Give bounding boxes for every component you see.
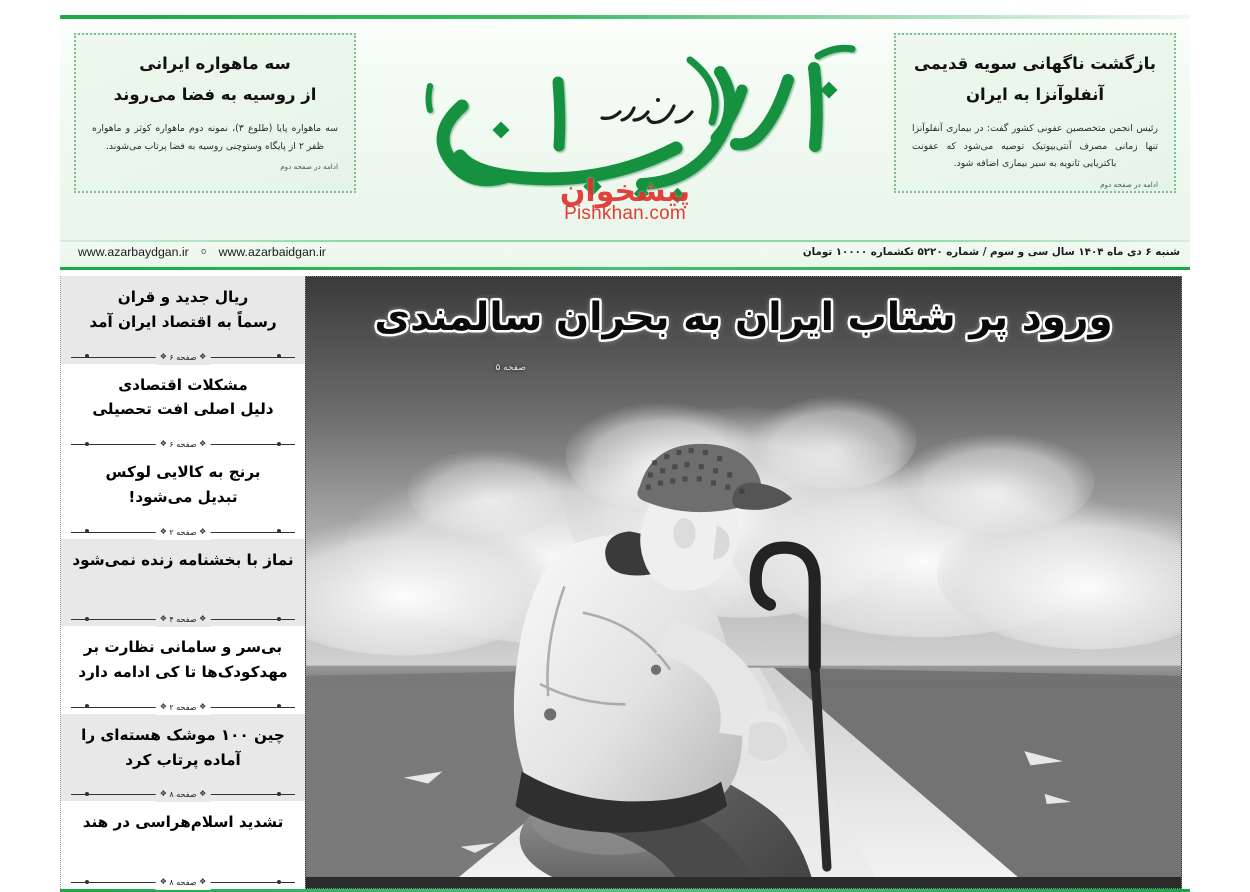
sidebar-headline-text bbox=[71, 810, 295, 835]
page-label: صفحه ۸ bbox=[169, 878, 197, 888]
separator-dot-left bbox=[85, 442, 89, 446]
page-label: صفحه ۶ bbox=[169, 440, 197, 450]
watermark-domain-text: Pishkhan.com bbox=[564, 203, 686, 224]
promo-right-headline-line2: آنفلوآنزا به ایران bbox=[965, 84, 1105, 104]
sidebar-page-reference bbox=[156, 875, 211, 890]
promo-right-continued: ادامه در صفحه دوم bbox=[1100, 180, 1158, 189]
issue-date-line: شنبه ۶ دی ماه ۱۴۰۴ سال سی و سوم / شماره ۵۲۲۰ تکشماره ۱۰۰۰۰ تومان bbox=[802, 246, 1180, 258]
separator-dot-right bbox=[277, 617, 281, 621]
sidebar-page-reference bbox=[156, 787, 211, 802]
sidebar-headline-item[interactable] bbox=[61, 276, 305, 364]
url-primary[interactable]: www.azarbaydgan.ir bbox=[78, 245, 189, 259]
date-url-strip bbox=[60, 240, 1190, 270]
sidebar-page-separator bbox=[71, 350, 295, 364]
azarbaijan-wordmark-icon bbox=[390, 20, 860, 220]
url-separator-dot: o bbox=[201, 246, 207, 256]
sidebar-headline-line2: رسماً به اقتصاد ایران آمد bbox=[89, 312, 277, 331]
url-secondary[interactable]: www.azarbaidgan.ir bbox=[218, 245, 326, 259]
sidebar-headline-line2: دلیل اصلی افت تحصیلی bbox=[92, 400, 274, 419]
sidebar-headline-item[interactable] bbox=[61, 539, 305, 627]
sidebar-headline-line2: آماده پرتاب کرد bbox=[125, 750, 241, 769]
page-label: صفحه ۸ bbox=[169, 790, 197, 800]
lead-headline-page-ref: صفحه ۵ bbox=[495, 363, 526, 373]
sidebar-headline-text bbox=[71, 373, 295, 422]
sidebar-headline-item[interactable] bbox=[61, 451, 305, 539]
sidebar-headline-line2: مهدکودک‌ها تا کی ادامه دارد bbox=[78, 662, 288, 681]
page-label: صفحه ۲ bbox=[169, 702, 197, 712]
ornament-right-icon: ❖ bbox=[159, 526, 167, 536]
ornament-right-icon: ❖ bbox=[159, 701, 167, 711]
strip-top-rule bbox=[60, 240, 1190, 242]
sidebar-headline-line1: بی‌سر و سامانی نظارت بر bbox=[83, 638, 283, 657]
sidebar-headline-text bbox=[71, 548, 295, 573]
sidebar-headline-text bbox=[71, 635, 295, 684]
sidebar-page-reference bbox=[156, 437, 211, 452]
separator-dot-right bbox=[277, 792, 281, 796]
ornament-right-icon: ❖ bbox=[159, 439, 167, 449]
sidebar-page-separator bbox=[71, 700, 295, 714]
sidebar-page-reference bbox=[156, 700, 211, 715]
promo-box-flu[interactable] bbox=[894, 33, 1176, 193]
website-urls bbox=[78, 245, 326, 259]
sidebar-page-separator bbox=[71, 525, 295, 539]
newspaper-logo[interactable] bbox=[390, 20, 860, 235]
ornament-left-icon: ❖ bbox=[199, 789, 207, 799]
sidebar-headline-line1: چین ۱۰۰ موشک هسته‌ای را bbox=[81, 725, 285, 744]
separator-dot-right bbox=[277, 880, 281, 884]
sidebar-headline-line1: نماز با بخشنامه زنده نمی‌شود bbox=[72, 550, 294, 569]
masthead bbox=[60, 0, 1190, 240]
sidebar-headline-line1: برنج به کالایی لوکس bbox=[105, 463, 261, 482]
strip-bottom-rule bbox=[60, 267, 1190, 270]
watermark-persian-text: پیشخوان bbox=[559, 174, 691, 209]
promo-box-satellites[interactable] bbox=[74, 33, 356, 193]
lead-headline: ورود پر شتاب ایران به بحران سالمندی bbox=[374, 295, 1113, 340]
sidebar-page-reference bbox=[156, 612, 211, 627]
promo-left-headline-line2: از روسیه به فضا می‌روند bbox=[113, 84, 317, 104]
promo-left-body: سه ماهواره پایا (طلوع ۳)، نمونه دوم ماهواره کوثر و ماهواره ظفر ۲ از پایگاه وستوچنی روسیه به فضا پرتاب می‌شوند. bbox=[92, 123, 338, 152]
ornament-left-icon: ❖ bbox=[199, 439, 207, 449]
sidebar-headline-text bbox=[71, 285, 295, 334]
promo-left-headline bbox=[92, 49, 338, 110]
promo-right-body: رئیس انجمن متخصصین عفونی کشور گفت: در بیماری آنفلوآنزا تنها زمانی مصرف آنتی‌بیوتیک توصیه می‌شود که عفونت باکتریایی ثانویه به سیر بیماری اضافه شود. bbox=[912, 123, 1158, 170]
separator-dot-left bbox=[85, 880, 89, 884]
elderly-man-on-road-image bbox=[306, 277, 1181, 877]
headline-sidebar bbox=[60, 276, 305, 889]
sidebar-page-reference bbox=[156, 350, 211, 365]
ornament-left-icon: ❖ bbox=[199, 877, 207, 887]
page-label: صفحه ۲ bbox=[169, 527, 197, 537]
sidebar-headline-line2: تبدیل می‌شود! bbox=[128, 487, 238, 506]
sidebar-headline-item[interactable] bbox=[61, 714, 305, 802]
sidebar-headline-item[interactable] bbox=[61, 364, 305, 452]
page-label: صفحه ۴ bbox=[169, 615, 197, 625]
content-area bbox=[60, 276, 1190, 889]
separator-dot-right bbox=[277, 442, 281, 446]
ornament-right-icon: ❖ bbox=[159, 789, 167, 799]
sidebar-headline-item[interactable] bbox=[61, 626, 305, 714]
ornament-left-icon: ❖ bbox=[199, 701, 207, 711]
ornament-right-icon: ❖ bbox=[159, 614, 167, 624]
page-label: صفحه ۶ bbox=[169, 352, 197, 362]
sidebar-headline-text bbox=[71, 723, 295, 772]
sidebar-page-separator bbox=[71, 875, 295, 889]
top-green-rule bbox=[60, 15, 1190, 19]
promo-left-headline-line1: سه ماهواره ایرانی bbox=[139, 54, 291, 73]
sidebar-headline-line1: مشکلات اقتصادی bbox=[118, 375, 248, 394]
sidebar-headline-line1: ریال جدید و قران bbox=[117, 288, 249, 306]
sidebar-headline-line1: تشدید اسلام‌هراسی در هند bbox=[82, 813, 284, 832]
ornament-left-icon: ❖ bbox=[199, 526, 207, 536]
sidebar-page-separator bbox=[71, 437, 295, 451]
separator-dot-left bbox=[85, 792, 89, 796]
separator-dot-left bbox=[85, 617, 89, 621]
ornament-right-icon: ❖ bbox=[159, 351, 167, 361]
promo-right-headline-line1: بازگشت ناگهانی سویه قدیمی bbox=[914, 54, 1156, 73]
sidebar-headline-item[interactable] bbox=[61, 801, 305, 889]
sidebar-page-separator bbox=[71, 787, 295, 801]
lead-story-photo[interactable] bbox=[305, 276, 1182, 889]
ornament-left-icon: ❖ bbox=[199, 614, 207, 624]
sidebar-page-reference bbox=[156, 525, 211, 540]
ornament-left-icon: ❖ bbox=[199, 351, 207, 361]
sidebar-page-separator bbox=[71, 612, 295, 626]
promo-right-headline bbox=[912, 49, 1158, 110]
ornament-right-icon: ❖ bbox=[159, 877, 167, 887]
promo-left-continued: ادامه در صفحه دوم bbox=[280, 162, 338, 172]
sidebar-headline-text bbox=[71, 460, 295, 509]
